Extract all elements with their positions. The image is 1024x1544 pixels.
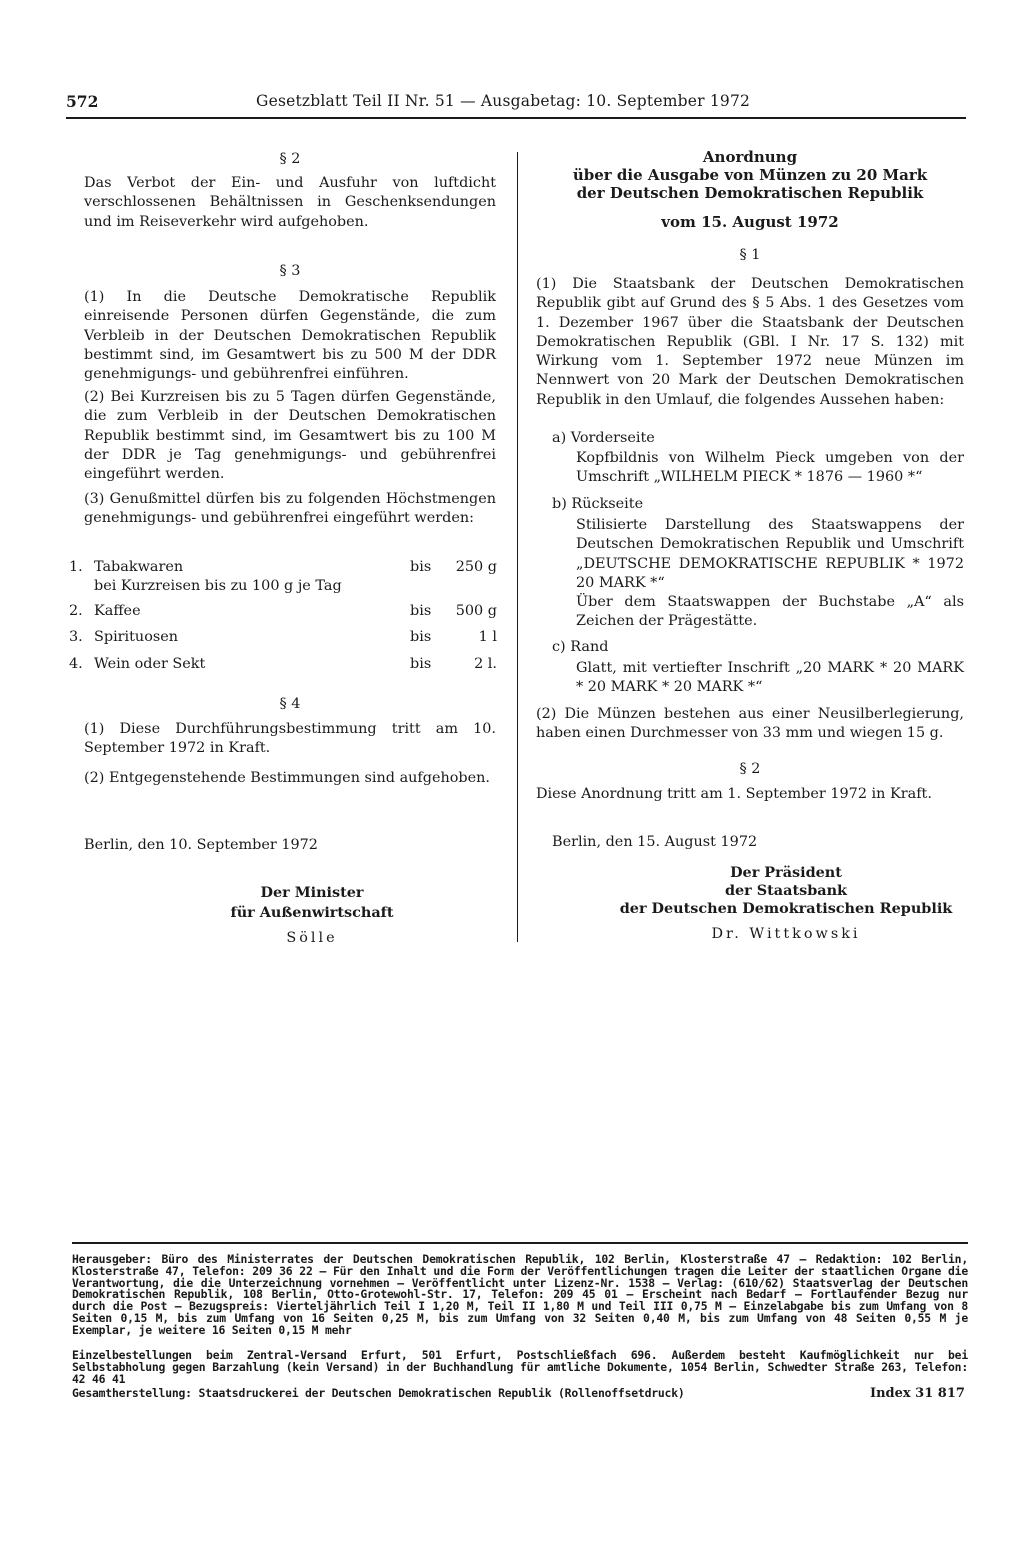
list-item-bis: bis (410, 559, 432, 575)
section-3-para-1: (1) In die Deutsche Demokratische Republik einreisende Personen dürfen Gegenstände, die zum Verbleib in der Deutschen Demokratischen Republik bestimmt sind, im Gesamtwert bis zu 500 M der DDR genehmigungs- und gebührenfrei einführen. (84, 289, 496, 383)
left-signer-name: Sölle (286, 930, 338, 946)
section-4-para-2: (2) Entgegenstehende Bestimmungen sind aufgehoben. (84, 770, 490, 786)
right-signer-title-1: Der Präsident (730, 864, 842, 881)
right-place-date: Berlin, den 15. August 1972 (552, 834, 758, 850)
index-number: Index 31 817 (870, 1386, 965, 1401)
section-3-heading: § 3 (279, 263, 301, 279)
back-text-1: Stilisierte Darstellung des Staatswappens der Deutschen Demokratischen Republik und Umschrift „DEUTSCHE DEMOKRATISCHE REPUBLIK * 1972 20 MARK *“ (576, 517, 964, 591)
ordinance-title-2: über die Ausgabe von Münzen zu 20 Mark (572, 166, 928, 184)
footer-rule (72, 1242, 968, 1244)
list-item-number: 2. (69, 603, 83, 619)
list-item-bis: bis (410, 603, 432, 619)
page-number: 572 (66, 92, 99, 111)
left-place-date: Berlin, den 10. September 1972 (84, 837, 318, 853)
right-signer-name: Dr. Wittkowski (711, 926, 861, 942)
left-signer-title-2: für Außenwirtschaft (230, 904, 394, 921)
edge-label: c) Rand (552, 639, 609, 655)
list-item-bis: bis (410, 656, 432, 672)
list-item-amount: 250 g (455, 559, 497, 575)
left-signer-title-1: Der Minister (260, 884, 364, 901)
section-2-heading: § 2 (279, 151, 301, 167)
list-item-number: 4. (69, 656, 83, 672)
r-section-2-text: Diese Anordnung tritt am 1. September 1972 in Kraft. (536, 786, 932, 802)
section-3-para-2: (2) Bei Kurzreisen bis zu 5 Tagen dürfen Gegenstände, die zum Verbleib in der Deutschen Demokratischen Republik bestimmt sind, im Gesamtwert bis zu 100 M der DDR je Tag genehmigungs- und gebührenfrei eingeführt werden. (84, 389, 496, 483)
face-text: Kopfbildnis von Wilhelm Pieck umgeben von der Umschrift „WILHELM PIECK * 1876 — 1960 *“ (576, 450, 964, 486)
orders-text: Einzelbestellungen beim Zentral-Versand Erfurt, 501 Erfurt, Postschließfach 696. Außerdem besteht Kaufmöglichkeit nur bei Selbstabholung gegen Barzahlung (kein Versand) in der Buchhandlung für amtliche Dokumente, 1054 Berlin, Schwedter Straße 263, Telefon: 42 46 41 (72, 1348, 968, 1386)
running-title: Gesetzblatt Teil II Nr. 51 — Ausgabetag: 10. September 1972 (256, 92, 751, 110)
list-item-amount: 500 g (455, 603, 497, 619)
list-item-name: Tabakwaren (94, 559, 184, 575)
list-item-name: Kaffee (94, 603, 141, 619)
list-item-number: 1. (69, 559, 83, 575)
right-signer-title-3: der Deutschen Demokratischen Republik (619, 900, 953, 917)
list-item-name: Wein oder Sekt (94, 656, 206, 672)
ordinance-date: vom 15. August 1972 (661, 213, 839, 231)
edge-text: Glatt, mit vertiefter Inschrift „20 MARK * 20 MARK * 20 MARK * 20 MARK *“ (576, 660, 964, 696)
column-divider (517, 152, 518, 942)
ordinance-title-1: Anordnung (702, 148, 798, 166)
back-label: b) Rückseite (552, 496, 644, 512)
right-signer-title-2: der Staatsbank (724, 882, 848, 899)
ordinance-title-3: der Deutschen Demokratischen Republik (576, 184, 924, 202)
production-text: Gesamtherstellung: Staatsdruckerei der Deutschen Demokratischen Republik (Rollenoffsetdruck) (72, 1386, 685, 1400)
list-item-amount: 2 l. (474, 656, 497, 672)
list-item-bis: bis (410, 629, 432, 645)
list-item-amount: 1 l (478, 629, 497, 645)
header-rule (66, 117, 966, 119)
list-item-note: bei Kurzreisen bis zu 100 g je Tag (94, 578, 342, 594)
face-label: a) Vorderseite (552, 430, 655, 446)
back-text-2: Über dem Staatswappen der Buchstabe „A“ als Zeichen der Prägestätte. (576, 594, 964, 630)
r-section-1-para-1: (1) Die Staatsbank der Deutschen Demokratischen Republik gibt auf Grund des § 5 Abs. 1 des Gesetzes vom 1. Dezember 1967 über die Staatsbank der Deutschen Demokratischen Republik (GBl. I Nr. 17 S. 132) mit Wirkung vom 1. September 1972 neue Münzen im Nennwert von 20 Mark der Deutschen Demokratischen Republik in den Umlauf, die folgendes Aussehen haben: (536, 276, 964, 408)
section-4-para-1: (1) Diese Durchführungsbestimmung tritt am 10. September 1972 in Kraft. (84, 721, 496, 757)
r-section-2-heading: § 2 (739, 761, 761, 777)
r-section-1-heading: § 1 (739, 247, 761, 263)
section-3-para-3: (3) Genußmittel dürfen bis zu folgenden Höchstmengen genehmigungs- und gebührenfrei eingeführt werden: (84, 491, 496, 527)
list-item-number: 3. (69, 629, 83, 645)
imprint-text: Herausgeber: Büro des Ministerrates der Deutschen Demokratischen Republik, 102 Berlin, Klosterstraße 47 — Redaktion: 102 Berlin, Klosterstraße 47, Telefon: 209 36 22 — Für den Inhalt und die Form der Veröffentlichungen tragen die Leiter der staatlichen Organe die Verantwortung, die die Unterzeichnung vornehmen — Veröffentlicht unter Lizenz-Nr. 1538 — Verlag: (610/62) Staatsverlag der Deutschen Demokratischen Republik, 108 Berlin, Otto-Grotewohl-Str. 17, Telefon: 209 45 01 — Erscheint nach Bedarf — Fortlaufender Bezug nur durch die Post — Bezugspreis: Vierteljährlich Teil I 1,20 M, Teil II 1,80 M und Teil III 0,75 M — Einzelabgabe bis zum Umfang von 8 Seiten 0,15 M, bis zum Umfang von 16 Seiten 0,25 M, bis zum Umfang von 32 Seiten 0,40 M, bis zum Umfang von 48 Seiten 0,55 M je Exemplar, je weitere 16 Seiten 0,15 M mehr (72, 1252, 968, 1337)
section-4-heading: § 4 (279, 696, 301, 712)
section-2-text: Das Verbot der Ein- und Ausfuhr von luftdicht verschlossenen Behältnissen in Geschenksendungen und im Reiseverkehr wird aufgehoben. (84, 175, 496, 230)
r-section-1-para-2: (2) Die Münzen bestehen aus einer Neusilberlegierung, haben einen Durchmesser von 33 mm und wiegen 15 g. (536, 706, 964, 742)
list-item-name: Spirituosen (94, 629, 179, 645)
